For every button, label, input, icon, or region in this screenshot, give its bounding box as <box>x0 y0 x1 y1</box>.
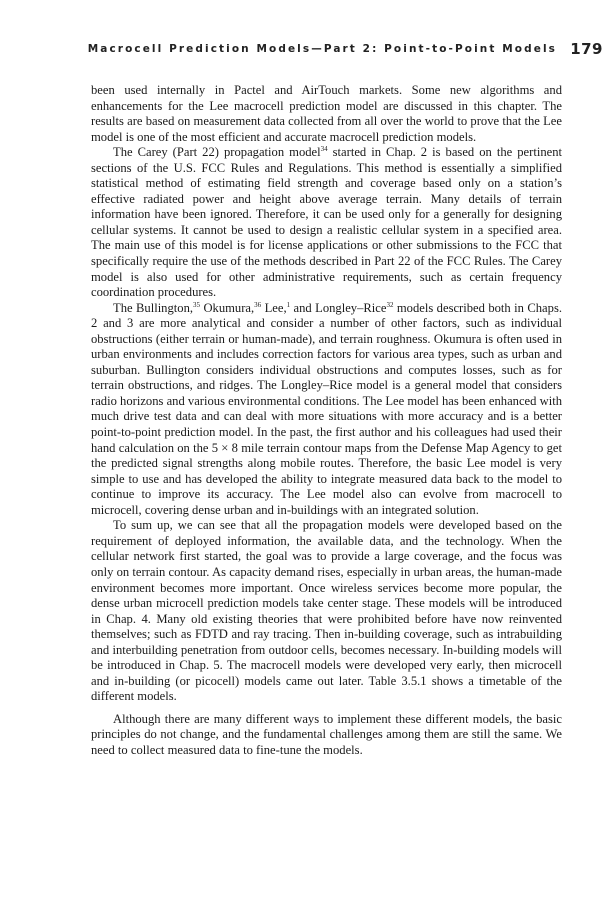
citation-ref: 1 <box>286 300 291 309</box>
running-head: Macrocell Prediction Models—Part 2: Point-to-Point Models <box>87 43 557 55</box>
paragraph-3-text-a: The Bullington, <box>113 300 194 315</box>
paragraph-3-text-b: Okumura, <box>200 300 255 315</box>
page-header <box>0 40 613 64</box>
paragraph-2-text-a: The Carey (Part 22) propagation model <box>113 145 321 160</box>
citation-ref: 35 <box>193 300 201 309</box>
paragraph-3-text-c: Lee, <box>261 300 287 315</box>
citation-ref: 36 <box>254 300 262 309</box>
paragraph-5: Although there are many different ways to implement these different models, the basic principles do not change, and the fundamental challenges among them are still the same. We need to collect measured data to fine-tune the models. <box>91 711 562 757</box>
citation-ref: 32 <box>386 300 394 309</box>
paragraph-2 <box>91 145 562 300</box>
citation-ref: 34 <box>320 145 328 154</box>
paragraph-3 <box>91 301 562 519</box>
page-number: 179 <box>570 40 603 58</box>
paragraph-4: To sum up, we can see that all the propagation models were developed based on the requirement of deployed information, the available data, and the technology. When the cellular network first started, the goal was to provide a large coverage, and the focus was only on terrain contour. As capacity demand rises, especially in urban areas, the human-made environment becomes more important. Once wireless services become more popular, the dense urban microcell prediction models take center stage. These models will be introduced in Chap. 4. Many old existing theories that were prohibited before have now reinvented themselves; such as FDTD and ray tracing. Then in-building coverage, such as intrabuilding and interbuilding penetration from outdoor cells, becomes necessary. In-building models will be introduced in Chap. 5. The macrocell models were developed very early, then microcell and in-building (or picocell) models came out later. Table 3.5.1 shows a timetable of the different models. <box>91 518 562 704</box>
body-text <box>91 83 562 759</box>
paragraph-1: been used internally in Pactel and AirTouch markets. Some new algorithms and enhancements for the Lee macrocell prediction model are discussed in this chapter. The results are based on measurement data collected from all over the world to prove that the Lee model is one of the most efficient and accurate macrocell prediction models. <box>91 83 562 144</box>
paragraph-3-text-d: and Longley–Rice <box>290 300 387 315</box>
paragraph-2-text-b: started in Chap. 2 is based on the pertinent sections of the U.S. FCC Rules and Regulations. This method is essentially a simplified statistical method of estimating field strength and coverage based only on a station’s effective radiated power and height above average terrain. Many details of terrain information have been ignored. Therefore, it can be used only for a generally for designing cellular systems. It cannot be used to design a realistic cellular system in a specified area. The main use of this model is for license applications or other submissions to the FCC that specifically require the use of the methods described in Part 22 of the FCC Rules. The Carey model is also used for other administrative requirements, such as certain frequency coordination procedures. <box>91 145 562 300</box>
paragraph-3-text-e: models described both in Chaps. 2 and 3 are more analytical and consider a number of other factors, such as individual obstructions (either terrain or human-made), and terrain roughness. Okumura is often used in urban environments and includes correction factors for various area types, such as urban and suburban. Bullington considers individual obstructions and computes losses, such as for terrain obstructions, and ridges. The Longley–Rice model is a general model that considers radio horizons and various environmental conditions. The Lee model has been enhanced with much drive test data and can deal with more situations with more accuracy and is a better point-to-point prediction model. In the past, the first author and his colleagues had used their hand calculation on the 5 × 8 mile terrain contour maps from the Defense Map Agency to get the predicted signal strengths along mobile routes. Therefore, the basic Lee model is very simple to use and has developed the ability to integrate measured data back to the model to continue to improve its accuracy. The Lee model also can evolve from macrocell to microcell, covering dense urban and in-buildings with an integrated solution. <box>91 300 562 517</box>
